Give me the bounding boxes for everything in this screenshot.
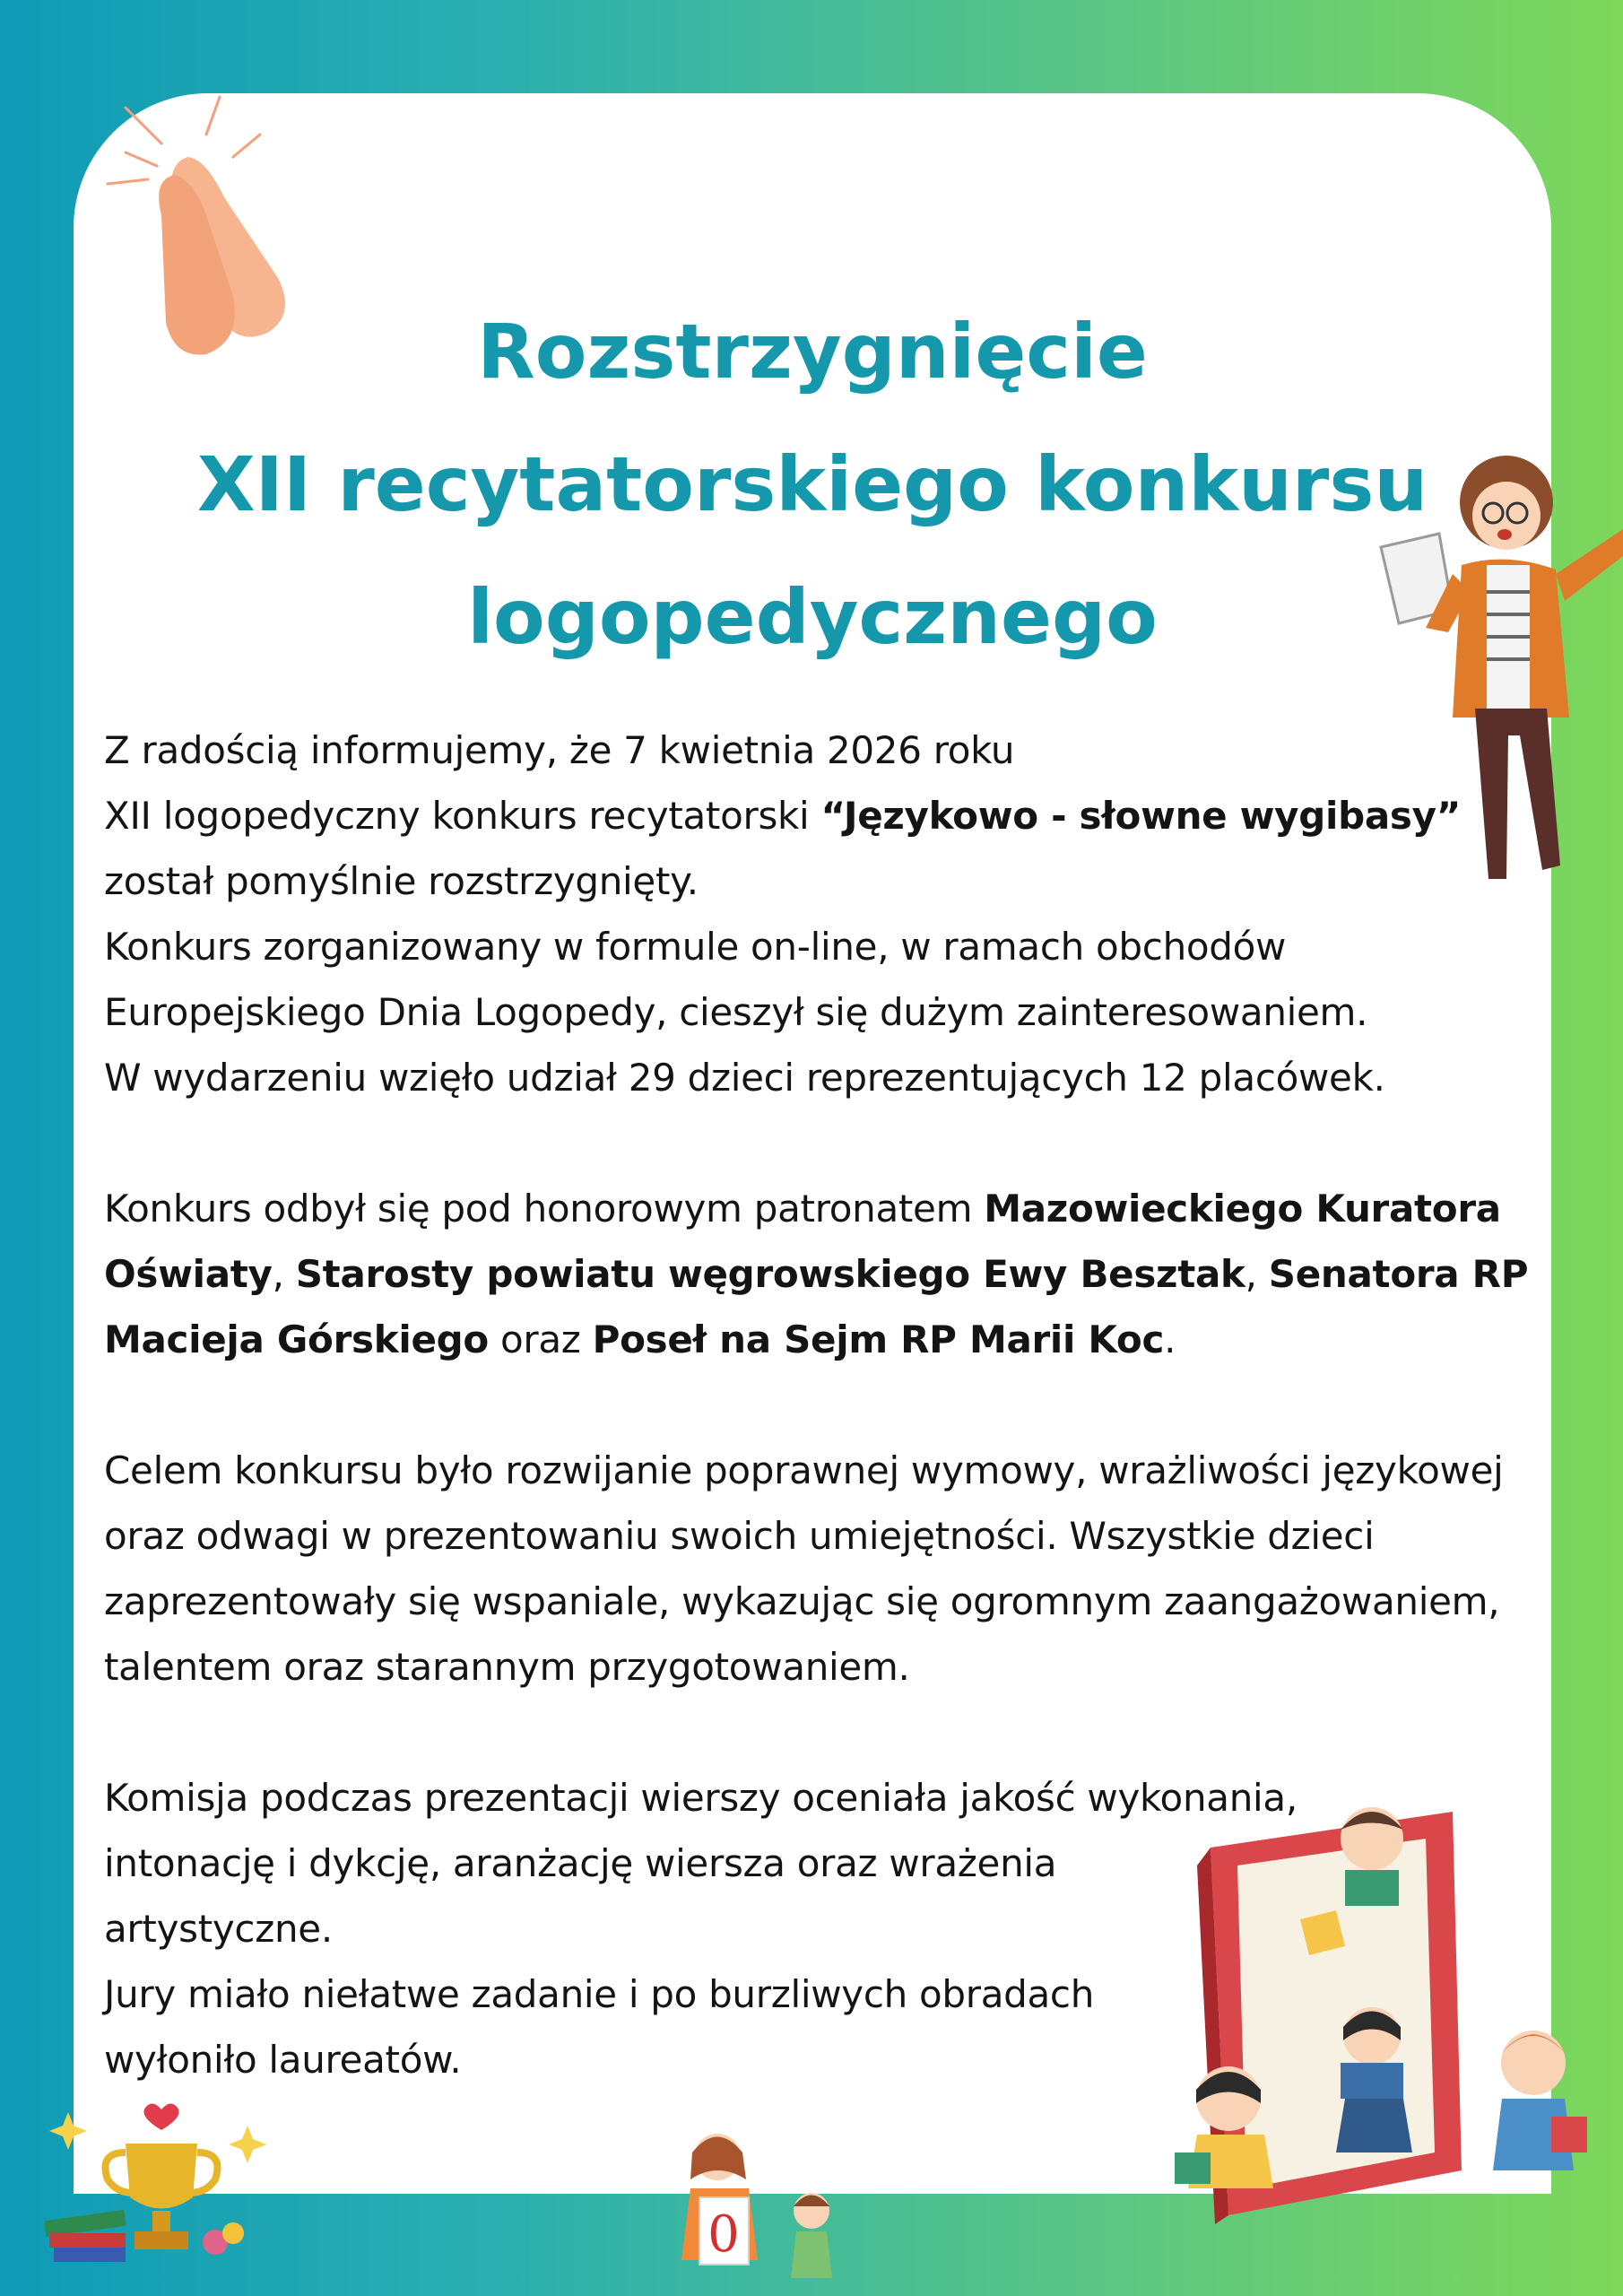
- paragraph-1-line-4: Konkurs zorganizowany w formule on-line, w ramach obchodów: [104, 925, 1287, 969]
- contest-name: “Językowo - słowne wygibasy”: [820, 794, 1462, 838]
- title-line-1: Rozstrzygnięcie: [477, 308, 1148, 396]
- paragraph-1-line-6: W wydarzeniu wzięło udział 29 dzieci reprezentujących 12 placówek.: [104, 1056, 1385, 1100]
- patron-starosta: Starosty powiatu węgrowskiego Ewy Besztak: [295, 1252, 1245, 1296]
- paragraph-2-line-3: [104, 1307, 1557, 1372]
- patron-kurator: Mazowieckiego Kuratora: [984, 1187, 1501, 1231]
- children-reading-book-illustration: [1157, 1794, 1605, 2260]
- separator: ,: [1245, 1252, 1269, 1296]
- paragraph-4-line-1: Komisja podczas prezentacji wierszy oceniała jakość wykonania,: [104, 1776, 1298, 1820]
- paragraph-3-line-1: Celem konkursu było rozwijanie poprawnej wymowy, wrażliwości językowej: [104, 1448, 1504, 1492]
- paragraph-3-line-4: talentem oraz starannym przygotowaniem.: [104, 1645, 910, 1689]
- paragraph-2-line-1: [104, 1176, 1557, 1241]
- patronage-text: Konkurs odbył się pod honorowym patronatem: [104, 1187, 985, 1231]
- paragraph-4-line-4: Jury miało niełatwe zadanie i po burzliwych obradach: [104, 1972, 1095, 2016]
- trophy-icon: [45, 2099, 278, 2269]
- card-number: 0: [707, 2205, 740, 2264]
- paragraph-4-line-2: intonację i dykcję, aranżację wiersza oraz wrażenia: [104, 1841, 1057, 1885]
- conjunction: oraz: [488, 1318, 593, 1361]
- paragraph-3-line-2: oraz odwagi w prezentowaniu swoich umiejętności. Wszystkie dzieci: [104, 1514, 1375, 1558]
- paragraph-4-line-5: wyłoniło laureatów.: [104, 2038, 462, 2082]
- paragraph-2-line-2: [104, 1241, 1557, 1307]
- period: .: [1164, 1318, 1176, 1361]
- paragraph-1-line-3: został pomyślnie rozstrzygnięty.: [104, 859, 699, 903]
- patron-posel: Poseł na Sejm RP Marii Koc: [592, 1318, 1165, 1361]
- page-title: [74, 285, 1551, 683]
- patron-senator: Senatora RP: [1268, 1252, 1529, 1296]
- title-line-3: logopedycznego: [467, 573, 1158, 661]
- paragraph-3-line-3: zaprezentowały się wspaniale, wykazując się ogromnym zaangażowaniem,: [104, 1579, 1500, 1623]
- paragraph-1-line-2: [104, 783, 1557, 848]
- paragraph-1-line-1: Z radością informujemy, że 7 kwietnia 2026 roku: [104, 728, 1015, 772]
- teacher-with-child-illustration: [664, 2126, 852, 2287]
- patron-kurator-cont: Oświaty: [104, 1252, 273, 1296]
- paragraph-1-line-5: Europejskiego Dnia Logopedy, cieszył się dużym zainteresowaniem.: [104, 990, 1368, 1034]
- separator: ,: [272, 1252, 296, 1296]
- paragraph-4-line-3: artystyczne.: [104, 1907, 333, 1951]
- title-line-2: XII recytatorskiego konkursu: [196, 440, 1428, 528]
- patron-senator-name: Macieja Górskiego: [104, 1318, 489, 1361]
- contest-intro-text: XII logopedyczny konkurs recytatorski: [104, 794, 821, 838]
